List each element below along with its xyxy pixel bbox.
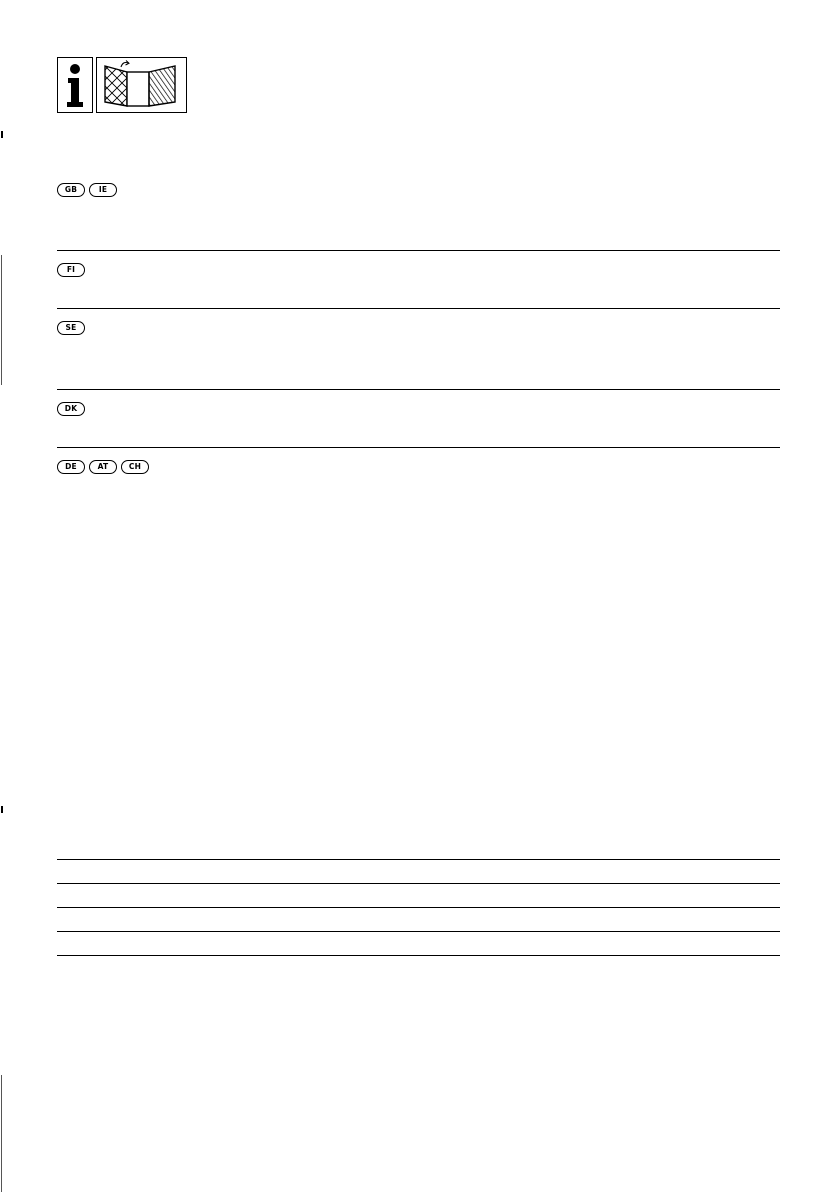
edge-mark-top	[1, 131, 3, 138]
country-badge-dk: DK	[57, 402, 85, 416]
section-divider-4	[57, 447, 780, 448]
country-badge-gb: GB	[57, 183, 85, 197]
bottom-rule-1	[57, 859, 780, 860]
country-badge-se: SE	[57, 321, 85, 335]
country-badge-de: DE	[57, 460, 85, 474]
fold-out-illustration-icon	[97, 58, 186, 112]
section-dk-badges	[57, 402, 85, 416]
section-se-badges	[57, 321, 85, 335]
bottom-rule-3	[57, 907, 780, 908]
section-divider-3	[57, 389, 780, 390]
section-divider-1	[57, 250, 780, 251]
info-glyph-icon	[64, 62, 86, 108]
country-badge-fi: FI	[57, 263, 85, 277]
bottom-rule-2	[57, 883, 780, 884]
fold-out-pages-icon	[96, 57, 187, 113]
section-de-at-ch-badges	[57, 460, 149, 474]
country-badge-at: AT	[89, 460, 117, 474]
edge-line-upper	[1, 255, 2, 385]
bottom-rule-4	[57, 931, 780, 932]
section-gb-ie-badges	[57, 183, 117, 197]
country-badge-ie: IE	[89, 183, 117, 197]
bottom-rule-5	[57, 955, 780, 956]
edge-mark-middle	[1, 806, 3, 813]
edge-line-lower	[1, 1075, 2, 1192]
country-badge-ch: CH	[121, 460, 149, 474]
section-divider-2	[57, 308, 780, 309]
info-icon	[57, 57, 93, 113]
section-fi-badges	[57, 263, 85, 277]
